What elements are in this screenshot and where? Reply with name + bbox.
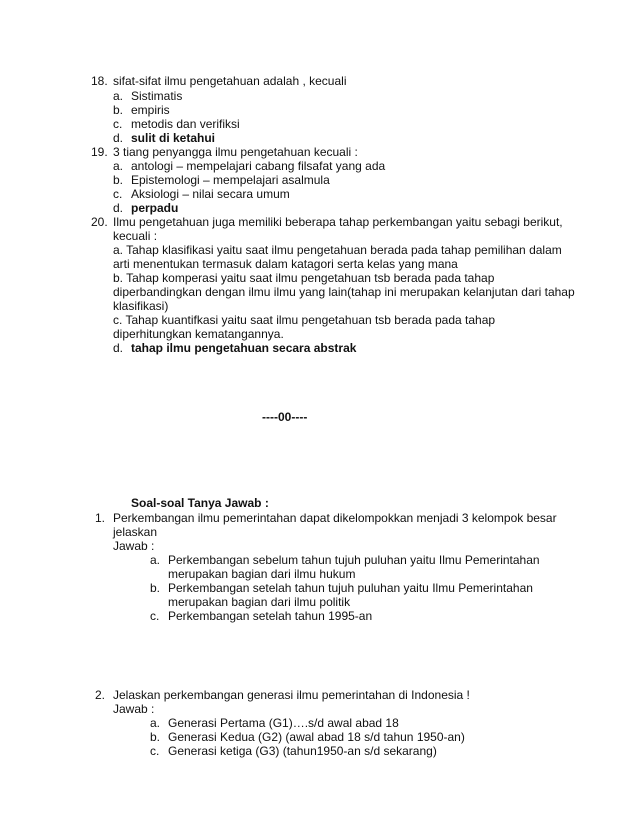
q20-option-d-letter: d.	[113, 341, 124, 355]
essay-q2-answer-c-letter: c.	[150, 744, 160, 758]
essay-q2-answer-label: Jawab :	[113, 702, 155, 716]
essay-heading: Soal-soal Tanya Jawab :	[131, 496, 269, 510]
q20-option-d-text: tahap ilmu pengetahuan secara abstrak	[131, 341, 357, 355]
essay-q1-answer-b-letter: b.	[150, 581, 161, 595]
q19-option-d-text: perpadu	[131, 201, 179, 215]
essay-q1-number: 1.	[95, 511, 106, 525]
q20-line-4: arti menentukan termasuk dalam katagori serta kelas yang mana	[113, 257, 458, 271]
q18-option-d-letter: d.	[113, 131, 124, 145]
q20-line-6: diperbandingkan dengan ilmu ilmu yang lain(tahap ini merupakan kelanjutan dari tahap	[113, 285, 575, 299]
q19-text: 3 tiang penyangga ilmu pengetahuan kecuali :	[113, 145, 358, 159]
q18-number: 18.	[91, 74, 108, 88]
q18-text: sifat-sifat ilmu pengetahuan adalah , kecuali	[113, 74, 347, 88]
q20-line-7: klasifikasi)	[113, 299, 169, 313]
essay-q1-answer-c-letter: c.	[150, 609, 160, 623]
q19-option-b-letter: b.	[113, 173, 124, 187]
q18-option-a-text: Sistimatis	[131, 89, 183, 103]
q18-option-b-text: empiris	[131, 103, 170, 117]
q20-line-8: c. Tahap kuantifkasi yaitu saat ilmu pengetahuan tsb berada pada tahap	[113, 313, 496, 327]
q20-line-5: b. Tahap komperasi yaitu saat ilmu pengetahuan tsb berada pada tahap	[113, 271, 495, 285]
essay-q1-answer-c-line-1: Perkembangan setelah tahun 1995-an	[168, 609, 373, 623]
essay-q2-number: 2.	[95, 688, 106, 702]
essay-q1-line-2: jelaskan	[113, 525, 158, 539]
essay-q2-text: Jelaskan perkembangan generasi ilmu pemerintahan di Indonesia !	[113, 688, 470, 702]
q19-option-d-letter: d.	[113, 201, 124, 215]
q18-option-d-text: sulit di ketahui	[131, 131, 216, 145]
essay-q2-answer-b-letter: b.	[150, 730, 161, 744]
q18-option-c-letter: c.	[113, 117, 123, 131]
essay-q2-answer-b-text: Generasi Kedua (G2) (awal abad 18 s/d tahun 1950-an)	[168, 730, 465, 744]
q20-line-1: Ilmu pengetahuan juga memiliki beberapa tahap perkembangan yaitu sebagi berikut,	[113, 215, 563, 229]
q18-option-c-text: metodis dan verifiksi	[131, 117, 240, 131]
q19-number: 19.	[91, 145, 108, 159]
q19-option-a-letter: a.	[113, 159, 124, 173]
essay-q1-answer-b-line-2: merupakan bagian dari ilmu politik	[168, 595, 351, 609]
essay-q1-line-1: Perkembangan ilmu pemerintahan dapat dikelompokkan menjadi 3 kelompok besar	[113, 511, 557, 525]
essay-q1-answer-a-line-1: Perkembangan sebelum tahun tujuh puluhan yaitu Ilmu Pemerintahan	[168, 553, 540, 567]
q20-line-9: diperhitungkan kematangannya.	[113, 327, 284, 341]
q19-option-a-text: antologi – mempelajari cabang filsafat yang ada	[131, 159, 386, 173]
q20-number: 20.	[91, 215, 108, 229]
q19-option-b-text: Epistemologi – mempelajari asalmula	[131, 173, 330, 187]
q19-option-c-letter: c.	[113, 187, 123, 201]
q20-line-2: kecuali :	[113, 229, 158, 243]
q20-line-3: a. Tahap klasifikasi yaitu saat ilmu pengetahuan berada pada tahap pemilihan dalam	[113, 243, 562, 257]
essay-q1-answer-label: Jawab :	[113, 539, 155, 553]
essay-q2-answer-a-text: Generasi Pertama (G1)….s/d awal abad 18	[168, 716, 399, 730]
essay-q1-answer-b-line-1: Perkembangan setelah tahun tujuh puluhan yaitu Ilmu Pemerintahan	[168, 581, 533, 595]
essay-q1-answer-a-line-2: merupakan bagian dari ilmu hukum	[168, 567, 356, 581]
essay-q1-answer-a-letter: a.	[150, 553, 161, 567]
q18-option-a-letter: a.	[113, 89, 124, 103]
q19-option-c-text: Aksiologi – nilai secara umum	[131, 187, 290, 201]
essay-q2-answer-c-text: Generasi ketiga (G3) (tahun1950-an s/d sekarang)	[168, 744, 437, 758]
essay-q2-answer-a-letter: a.	[150, 716, 161, 730]
section-separator: ----00----	[262, 410, 308, 424]
q18-option-b-letter: b.	[113, 103, 124, 117]
